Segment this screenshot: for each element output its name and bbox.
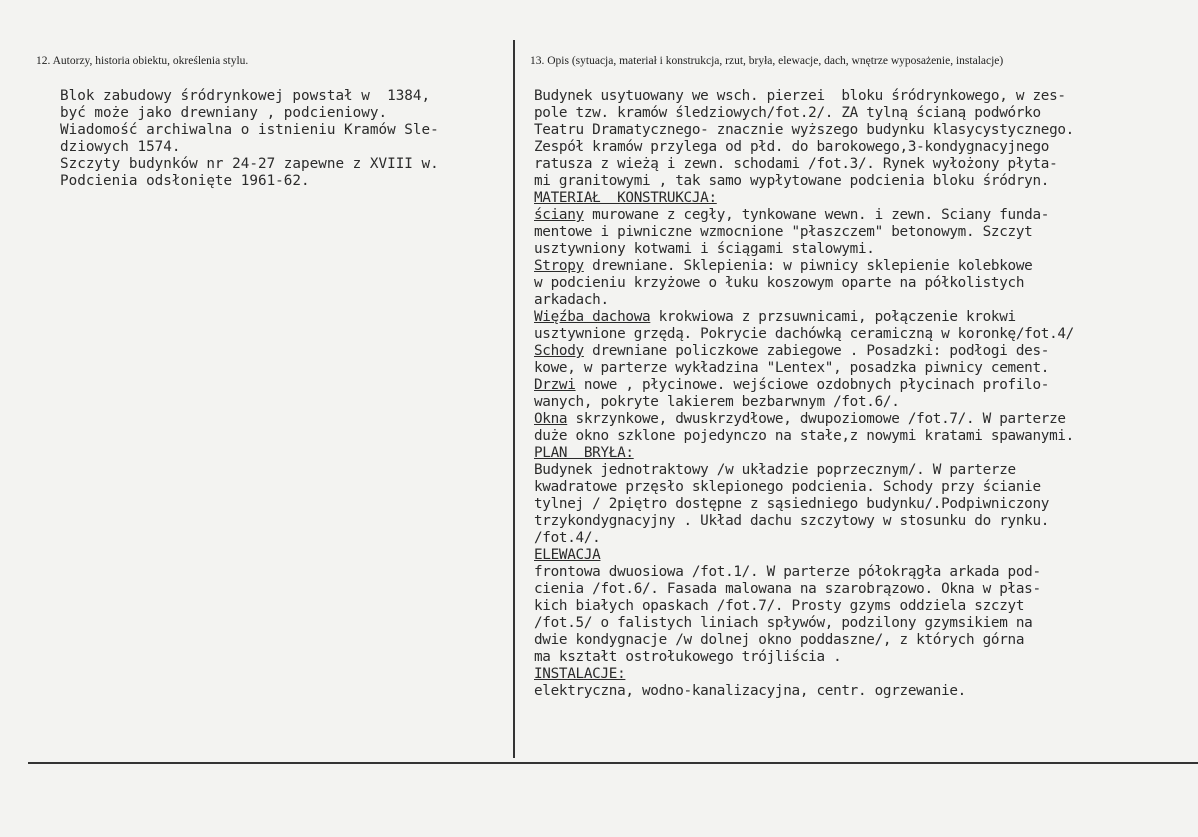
section-12-header: 12. Autorzy, historia obiektu, określenia stylu.: [36, 55, 249, 67]
description-line: [534, 547, 1194, 564]
underlined-term: INSTALACJE:: [534, 666, 626, 682]
line-text: skrzynkowe, dwuskrzydłowe, dwupoziomowe /fot.7/. W parterze: [567, 411, 1066, 427]
underlined-term: ściany: [534, 207, 584, 223]
line-text: /fot.4/.: [534, 530, 601, 546]
description-line: [534, 581, 1194, 598]
description-line: [534, 207, 1194, 224]
line-text: krokwiowa z przsuwnicami, połączenie krokwi: [650, 309, 1016, 325]
line-text: Zespół kramów przylega od płd. do barokowego,3-kondygnacyjnego: [534, 139, 1050, 155]
line-text: w podcieniu krzyżowe o łuku koszowym oparte na półkolistych: [534, 275, 1025, 291]
line-text: mi granitowymi , tak samo wypłytowane podcienia bloku śródryn.: [534, 173, 1050, 189]
line-text: Budynek usytuowany we wsch. pierzei bloku śródrynkowego, w zes-: [534, 88, 1066, 104]
line-text: pole tzw. kramów śledziowych/fot.2/. ZA tylną ścianą podwórko: [534, 105, 1041, 121]
underlined-term: Okna: [534, 411, 568, 427]
history-line: Blok zabudowy śródrynkowej powstał w 1384,: [60, 88, 431, 104]
line-text: drewniane policzkowe zabiegowe . Posadzki: podłogi des-: [583, 343, 1050, 359]
line-text: duże okno szklone pojedynczo na stałe,z nowymi kratami spawanymi.: [534, 428, 1074, 444]
description-line: [534, 649, 1194, 666]
bottom-rule: [28, 762, 1198, 764]
description-line: [534, 343, 1194, 360]
description-line: [534, 445, 1194, 462]
description-line: [534, 598, 1194, 615]
section-13-header: 13. Opis (sytuacja, materiał i konstrukcja, rzut, bryła, elewacje, dach, wnętrze wyposażenie, instalacje): [530, 55, 1004, 67]
underlined-term: Schody: [534, 343, 584, 359]
line-text: usztywnione grzędą. Pokrycie dachówką ceramiczną w koronkę/fot.4/: [534, 326, 1074, 342]
underlined-term: ELEWACJA: [534, 547, 601, 563]
column-divider: [513, 40, 515, 758]
line-text: usztywniony kotwami i ściągami stalowymi.: [534, 241, 875, 257]
line-text: tylnej / 2piętro dostępne z sąsiedniego budynku/.Podpiwniczony: [534, 496, 1050, 512]
line-text: ratusza z wieżą i zewn. schodami /fot.3/. Rynek wyłożony płyta-: [534, 156, 1058, 172]
description-text-block: [534, 88, 1194, 700]
line-text: drewniane. Sklepienia: w piwnicy sklepienie kolebkowe: [583, 258, 1033, 274]
history-text-block: [60, 88, 510, 190]
line-text: elektryczna, wodno-kanalizacyjna, centr. ogrzewanie.: [534, 683, 966, 699]
description-line: [534, 173, 1194, 190]
description-line: [534, 564, 1194, 581]
description-line: [534, 190, 1194, 207]
description-line: [534, 309, 1194, 326]
line-text: nowe , płycinowe. wejściowe ozdobnych płycinach profilo-: [575, 377, 1050, 393]
description-line: [534, 632, 1194, 649]
description-line: [534, 666, 1194, 683]
line-text: frontowa dwuosiowa /fot.1/. W parterze półokrągła arkada pod-: [534, 564, 1041, 580]
line-text: wanych, pokryte lakierem bezbarwnym /fot.6/.: [534, 394, 900, 410]
underlined-term: PLAN BRYŁA:: [534, 445, 634, 461]
underlined-term: MATERIAŁ KONSTRUKCJA:: [534, 190, 717, 206]
line-text: kwadratowe przęsło sklepionego podcienia. Schody przy ścianie: [534, 479, 1041, 495]
description-line: [534, 530, 1194, 547]
description-line: [534, 377, 1194, 394]
description-line: [534, 224, 1194, 241]
history-line: być może jako drewniany , podcieniowy.: [60, 105, 388, 121]
description-line: [534, 241, 1194, 258]
description-line: [534, 105, 1194, 122]
history-line: dziowych 1574.: [60, 139, 181, 155]
description-line: [534, 411, 1194, 428]
description-line: [534, 360, 1194, 377]
description-line: [534, 258, 1194, 275]
line-text: arkadach.: [534, 292, 609, 308]
description-line: [534, 156, 1194, 173]
description-line: [534, 462, 1194, 479]
history-line: Podcienia odsłonięte 1961-62.: [60, 173, 310, 189]
line-text: trzykondygnacyjny . Układ dachu szczytowy w stosunku do rynku.: [534, 513, 1050, 529]
description-line: [534, 615, 1194, 632]
description-line: [534, 683, 1194, 700]
description-line: [534, 275, 1194, 292]
history-line: Szczyty budynków nr 24-27 zapewne z XVIII w.: [60, 156, 439, 172]
description-line: [534, 496, 1194, 513]
description-line: [534, 326, 1194, 343]
line-text: mentowe i piwniczne wzmocnione "płaszczem" betonowym. Szczyt: [534, 224, 1033, 240]
line-text: dwie kondygnacje /w dolnej okno poddaszne/, z których górna: [534, 632, 1025, 648]
description-line: [534, 139, 1194, 156]
history-line: Wiadomość archiwalna o istnieniu Kramów Sle-: [60, 122, 439, 138]
line-text: /fot.5/ o falistych liniach spływów, podzilony gzymsikiem na: [534, 615, 1033, 631]
line-text: cienia /fot.6/. Fasada malowana na szarobrązowo. Okna w płas-: [534, 581, 1041, 597]
description-line: [534, 292, 1194, 309]
line-text: kich białych opaskach /fot.7/. Prosty gzyms oddziela szczyt: [534, 598, 1025, 614]
underlined-term: Stropy: [534, 258, 584, 274]
line-text: ma kształt ostrołukowego trójliścia .: [534, 649, 842, 665]
description-line: [534, 122, 1194, 139]
line-text: Budynek jednotraktowy /w układzie poprzecznym/. W parterze: [534, 462, 1016, 478]
description-line: [534, 513, 1194, 530]
line-text: murowane z cegły, tynkowane wewn. i zewn. Sciany funda-: [583, 207, 1050, 223]
line-text: kowe, w parterze wykładzina "Lentex", posadzka piwnicy cement.: [534, 360, 1050, 376]
line-text: Teatru Dramatycznego- znacznie wyższego budynku klasycystycznego.: [534, 122, 1074, 138]
description-line: [534, 88, 1194, 105]
underlined-term: Więźba dachowa: [534, 309, 651, 325]
description-line: [534, 479, 1194, 496]
description-line: [534, 394, 1194, 411]
description-line: [534, 428, 1194, 445]
underlined-term: Drzwi: [534, 377, 576, 393]
